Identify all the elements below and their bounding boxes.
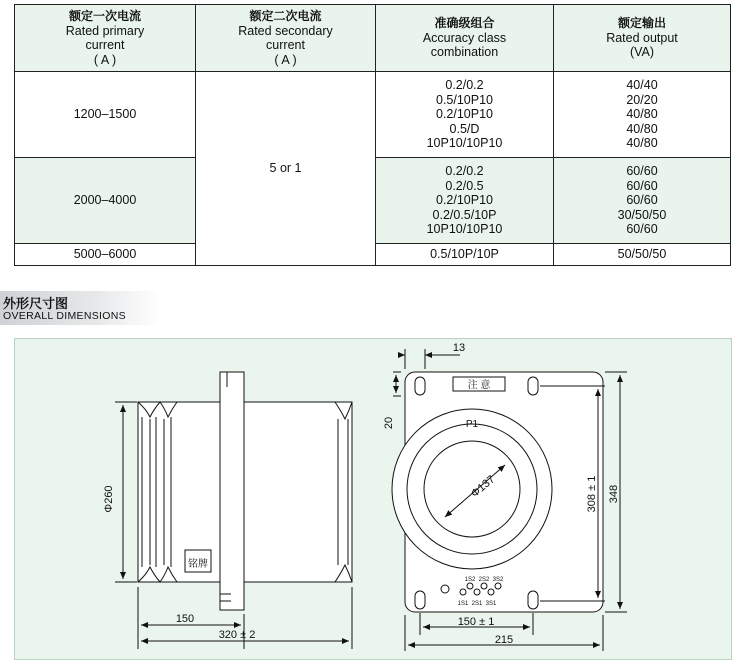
terminal-label: 3S2 bbox=[492, 577, 504, 583]
dim-13: 13 bbox=[452, 342, 466, 354]
drawing-svg bbox=[15, 339, 731, 659]
terminal-label: 1S2 bbox=[464, 577, 476, 583]
table-header-row bbox=[15, 5, 731, 72]
dim-20: 20 bbox=[383, 416, 395, 430]
dim-308: 308 ± 1 bbox=[586, 475, 598, 513]
dim-215: 215 bbox=[494, 634, 514, 646]
terminal-label: 1S1 bbox=[457, 601, 469, 607]
terminal-label: 2S1 bbox=[471, 601, 483, 607]
secondary-current-cell: 5 or 1 bbox=[196, 72, 376, 266]
terminal-label: 2S2 bbox=[478, 577, 490, 583]
primary-current-cell: 2000–4000 bbox=[15, 158, 196, 244]
accuracy-cell: 0.5/10P/10P bbox=[376, 244, 554, 266]
nameplate-label: 铭牌 bbox=[188, 559, 208, 570]
primary-current-cell: 1200–1500 bbox=[15, 72, 196, 158]
primary-current-cell: 5000–6000 bbox=[15, 244, 196, 266]
notice-label: 注 意 bbox=[467, 380, 491, 391]
output-cell: 40/40 20/20 40/80 40/80 40/80 bbox=[554, 72, 731, 158]
header-rated-output: 额定输出 Rated output (VA) bbox=[554, 5, 731, 72]
accuracy-cell: 0.2/0.2 0.5/10P10 0.2/10P10 0.5/D 10P10/10P10 bbox=[376, 72, 554, 158]
section-title-zh: 外形尺寸图 bbox=[3, 296, 69, 311]
terminal-label: 3S1 bbox=[485, 601, 497, 607]
section-title-en: OVERALL DIMENSIONS bbox=[3, 310, 126, 322]
dim-150-left: 150 bbox=[175, 613, 195, 625]
dim-320: 320 ± 2 bbox=[218, 629, 256, 641]
output-cell: 60/60 60/60 60/60 30/50/50 60/60 bbox=[554, 158, 731, 244]
dim-phi137: Φ137 bbox=[468, 473, 498, 501]
dim-348: 348 bbox=[608, 484, 620, 504]
dim-150-right: 150 ± 1 bbox=[457, 616, 495, 628]
dim-diameter-260: Φ260 bbox=[103, 485, 115, 513]
dimension-drawing bbox=[14, 338, 732, 660]
p1-label: P1 bbox=[465, 419, 479, 430]
header-accuracy-class: 准确级组合 Accuracy class combination bbox=[376, 5, 554, 72]
side-view bbox=[115, 372, 352, 649]
table-row bbox=[15, 72, 731, 158]
output-cell: 50/50/50 bbox=[554, 244, 731, 266]
accuracy-cell: 0.2/0.2 0.2/0.5 0.2/10P10 0.2/0.5/10P 10P10/10P10 bbox=[376, 158, 554, 244]
header-secondary-current: 额定二次电流 Rated secondary current ( A ) bbox=[196, 5, 376, 72]
spec-table bbox=[14, 4, 731, 266]
header-primary-current: 额定一次电流 Rated primary current ( A ) bbox=[15, 5, 196, 72]
